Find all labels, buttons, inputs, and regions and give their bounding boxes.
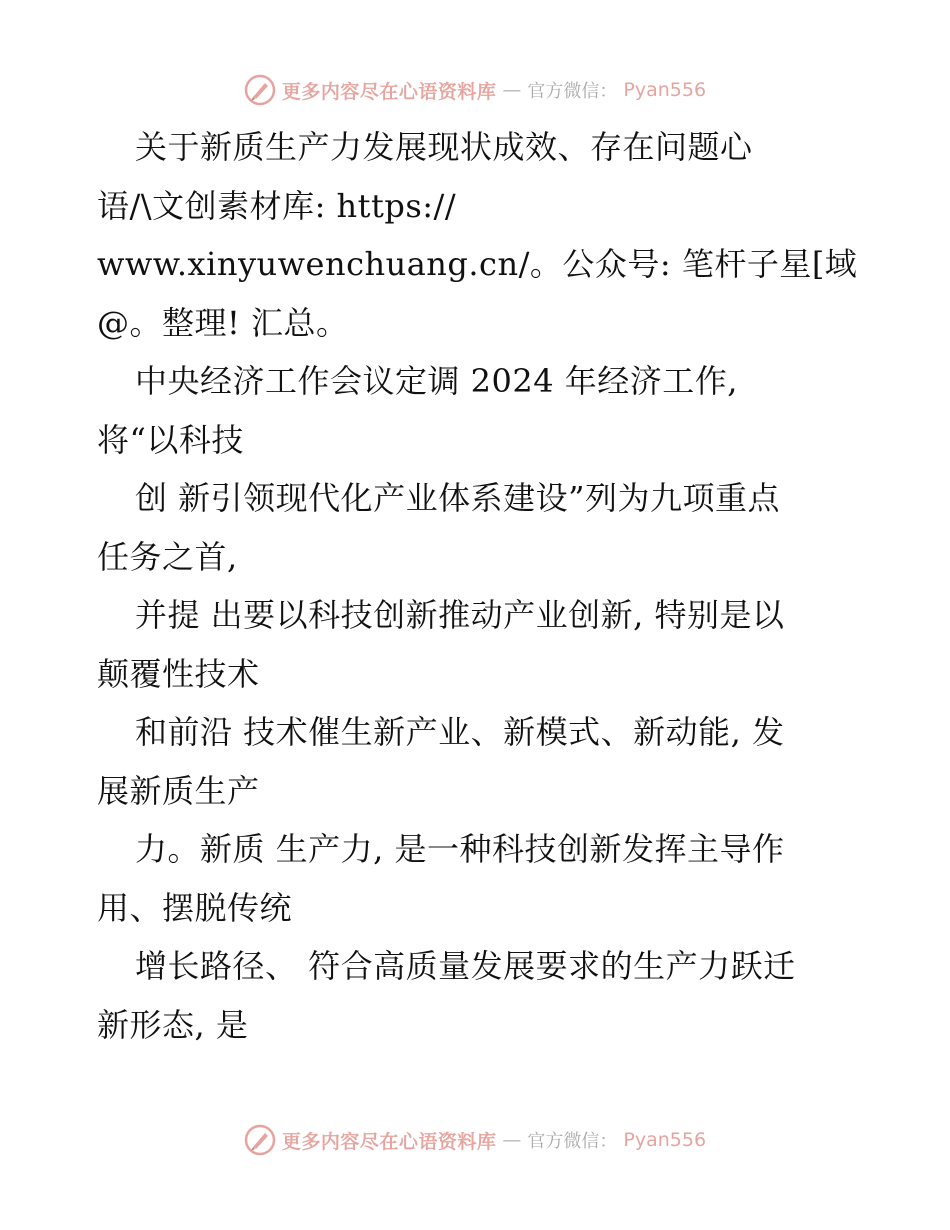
text-line: 展新质生产	[97, 771, 260, 810]
watermark-official-label: 官方微信：	[527, 1131, 618, 1152]
text-line: 语/\文创素材库: https://	[97, 186, 457, 225]
watermark-brand: 更多内容尽在心语资料库	[281, 80, 497, 103]
watermark-dash: —	[502, 1129, 522, 1151]
header-watermark	[0, 70, 950, 110]
text-line: 新形态, 是	[97, 1005, 249, 1044]
document-body	[97, 118, 857, 1054]
footer-watermark	[0, 1120, 950, 1160]
quill-pen-icon	[244, 74, 276, 106]
text-line: 关于新质生产力发展现状成效、存在问题心	[135, 128, 753, 166]
text-line: 用、摆脱传统	[97, 888, 293, 927]
watermark-dash: —	[502, 79, 522, 101]
watermark-official-label: 官方微信：	[527, 81, 618, 102]
text-line: 创 新引领现代化产业体系建设”列为九项重点	[135, 479, 781, 517]
watermark-wechat-id: Pyan556	[623, 1129, 707, 1151]
text-line: 增长路径、 符合高质量发展要求的生产力跃迁	[135, 947, 796, 985]
text-line: www.xinyuwenchuang.cn/。公众号: 笔杆子星[域	[97, 245, 858, 283]
quill-pen-icon	[244, 1124, 276, 1156]
text-line: 并提 出要以科技创新推动产业创新, 特别是以	[135, 596, 785, 634]
text-line: 力。新质 生产力, 是一种科技创新发挥主导作	[135, 830, 785, 868]
watermark-brand: 更多内容尽在心语资料库	[281, 1130, 497, 1153]
text-line: @。整理! 汇总。	[97, 303, 349, 342]
text-line: 和前沿 技术催生新产业、新模式、新动能, 发	[135, 713, 785, 751]
text-line: 任务之首,	[97, 537, 238, 576]
watermark-wechat-id: Pyan556	[623, 79, 707, 101]
text-line: 将“以科技	[97, 420, 244, 459]
text-line: 中央经济工作会议定调 2024 年经济工作,	[135, 362, 738, 400]
text-line: 颠覆性技术	[97, 654, 260, 693]
